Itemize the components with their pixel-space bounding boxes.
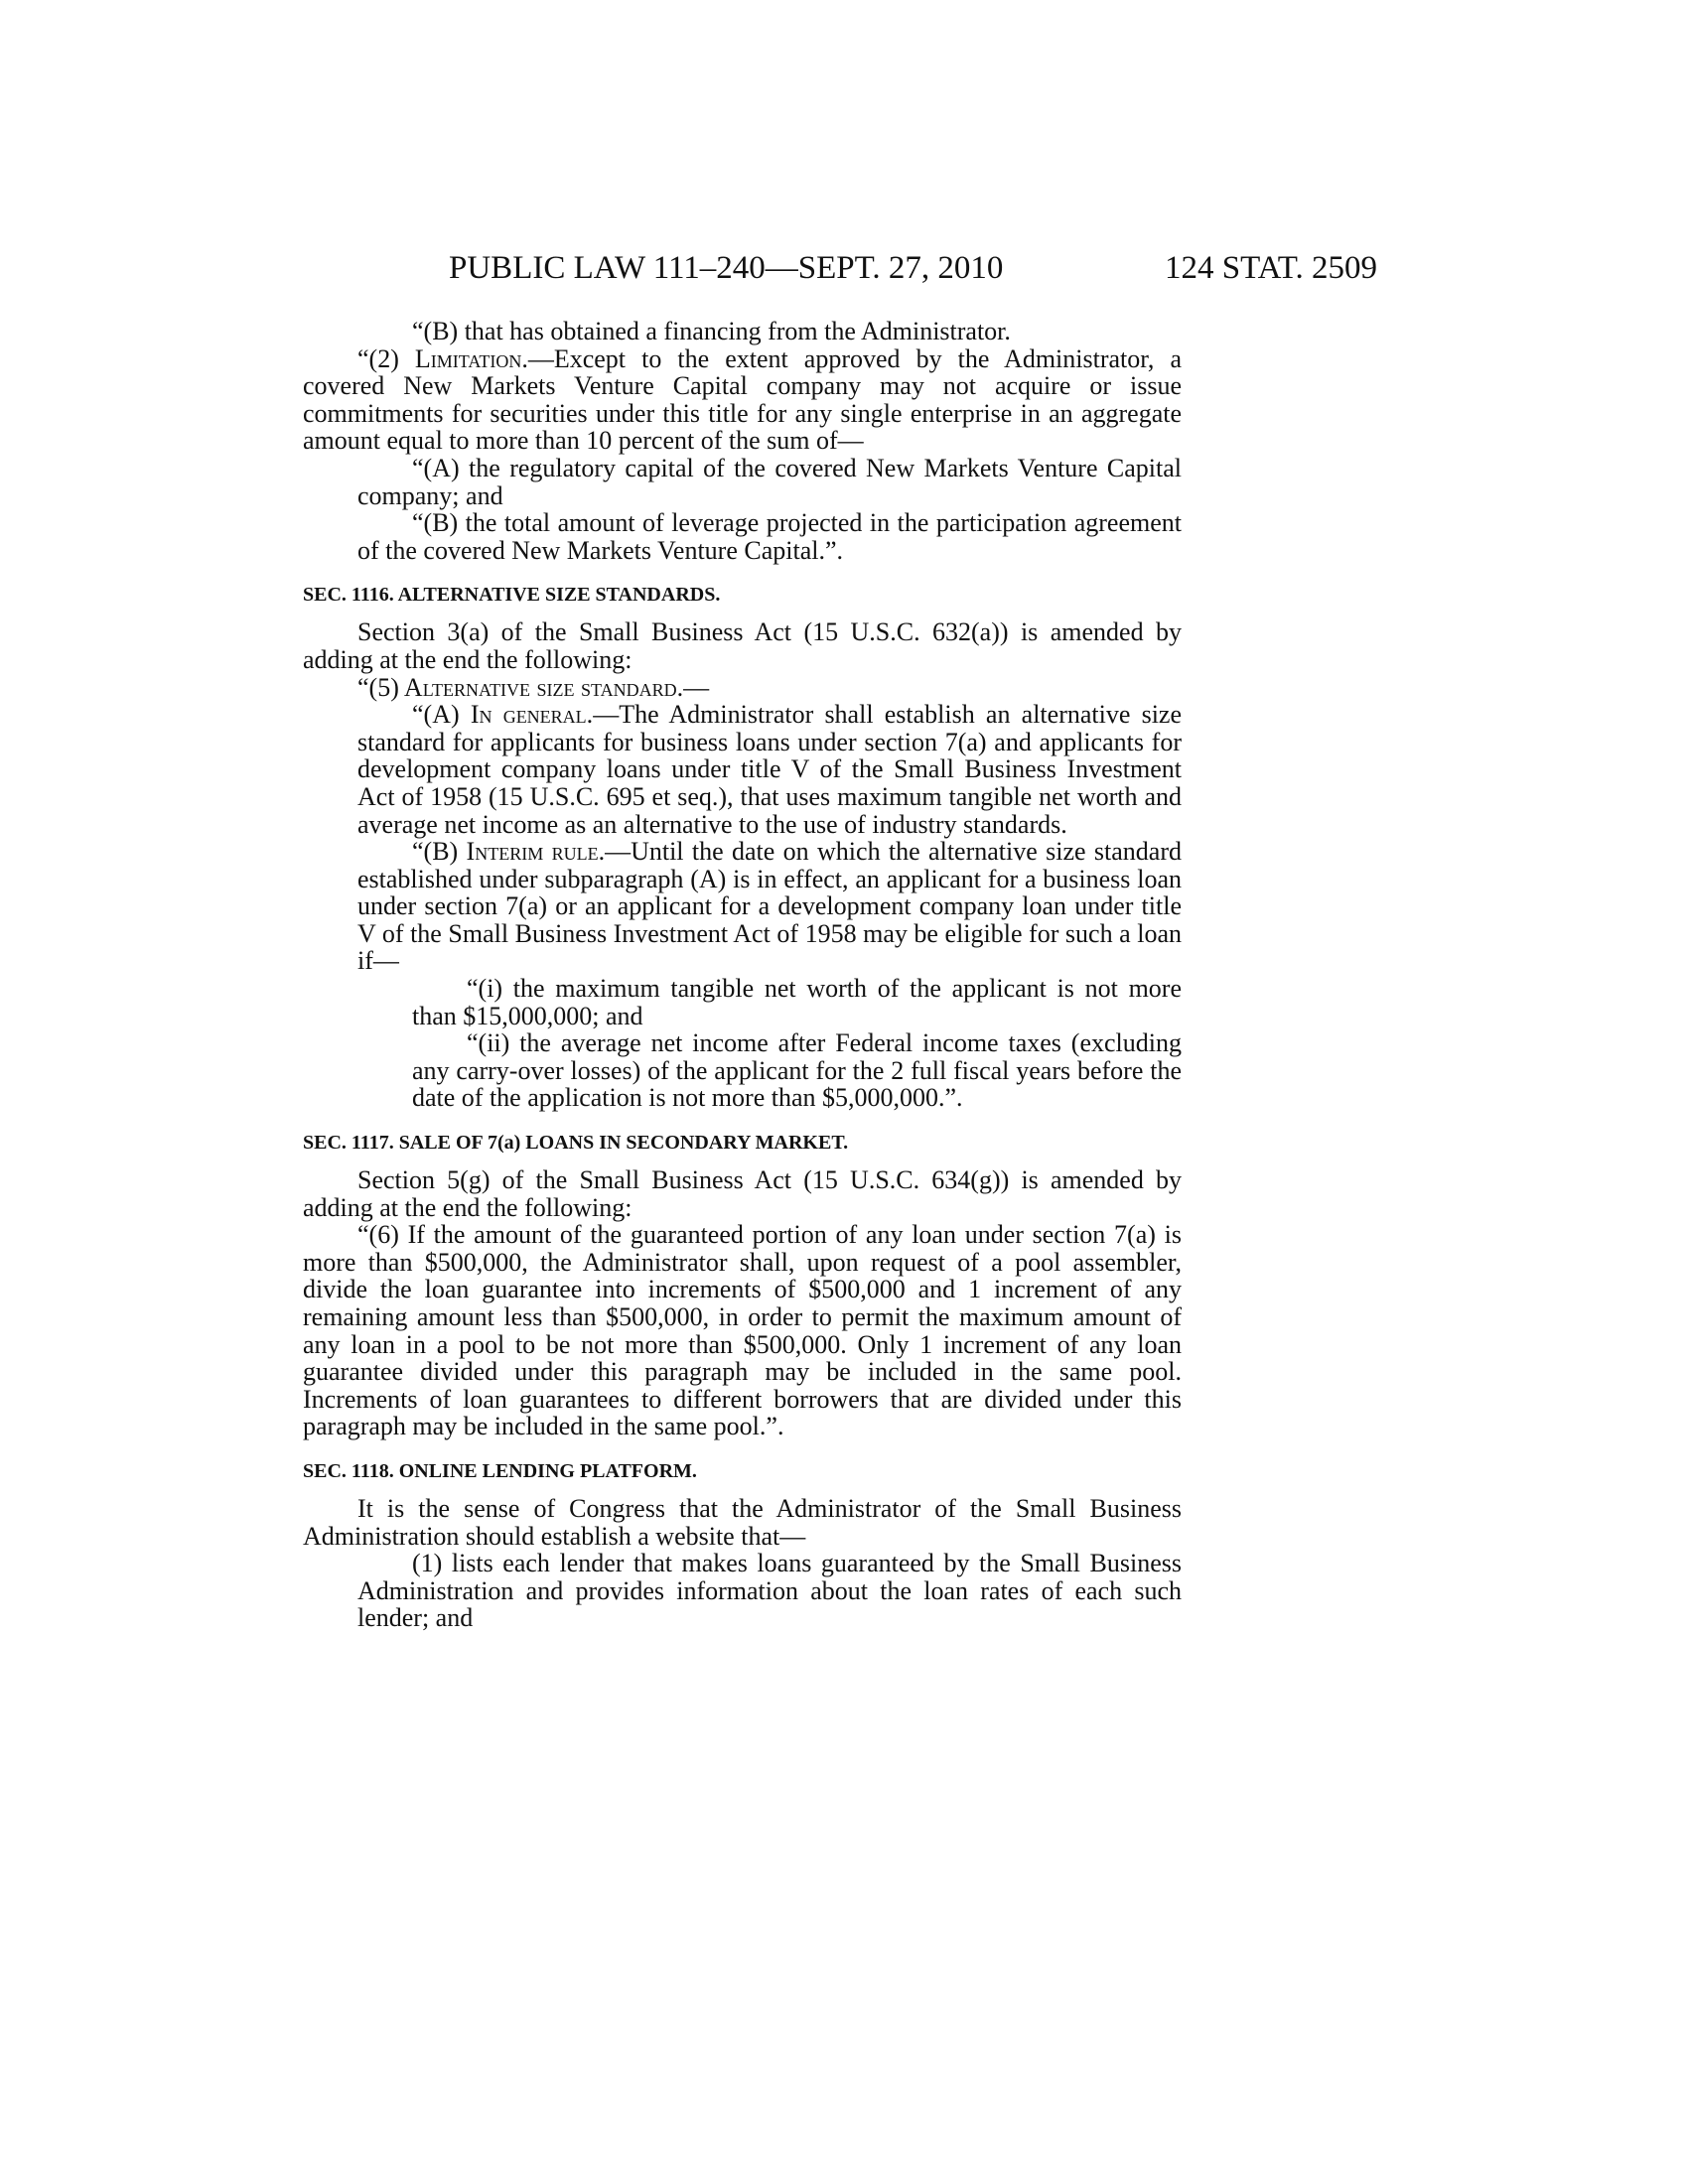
in-general-text: —The Administrator shall establish an alternative size standard for applicants for business loans under section 7(a) and applicants for development company loans under title V of the Small Business Investment Act of 1958 (15 U.S.C. 695 et seq.), that uses maximum tangible net worth and average net income as an alternative to the use of industry standards. [357, 700, 1183, 839]
in-general-heading: “(A) In general. [412, 700, 594, 730]
paragraph-5-alternative-size-standard: “(5) Alternative size standard.— [357, 672, 710, 702]
subparagraph-a-regulatory-capital: “(A) the regulatory capital of the covered New Markets Venture Capital company; and [357, 453, 1182, 510]
section-1118-heading: SEC. 1118. ONLINE LENDING PLATFORM. [303, 1459, 697, 1482]
public-law-citation: PUBLIC LAW 111–240—SEPT. 27, 2010 [449, 250, 1004, 286]
section-1117-intro: Section 5(g) of the Small Business Act (15 U.S.C. 634(g)) is amended by adding at the end the following: [303, 1165, 1182, 1222]
statute-page-number: 124 STAT. 2509 [1164, 250, 1377, 286]
page-header [449, 248, 1377, 288]
paragraph-6-loan-guarantee-increments: “(6) If the amount of the guaranteed portion of any loan under section 7(a) is more than $500,000, the Administrator shall, upon request of a pool assembler, divide the loan guarantee into increments of $500,000 and 1 increment of any remaining amount less than $500,000, in order to permit the maximum amount of any loan in a pool to be not more than $500,000. Only 1 increment of any loan guarantee divided under this paragraph may be included in the same pool. Increments of loan guarantees to different borrowers that are divided under this paragraph may be included in the same pool.”. [303, 1220, 1182, 1441]
document-body [303, 318, 1182, 1632]
subparagraph-a-in-general [303, 701, 1182, 838]
limitation-text: —Except to the extent approved by the Administrator, a covered New Markets Venture Capital company may not acquire or issue commitments for securities under this title for any single enterprise in an aggregate amount equal to more than 10 percent of the sum of— [303, 343, 1182, 456]
paragraph-b-financing: “(B) that has obtained a financing from the Administrator. [412, 317, 1011, 345]
section-1116-intro: Section 3(a) of the Small Business Act (15 U.S.C. 632(a)) is amended by adding at the end the following: [303, 617, 1182, 674]
subparagraph-b-interim-rule [303, 838, 1182, 975]
section-1118-intro: It is the sense of Congress that the Administrator of the Small Business Administration should establish a website that— [303, 1493, 1182, 1551]
limitation-heading: “(2) Limitation. [357, 343, 528, 373]
interim-rule-text: —Until the date on which the alternative size standard established under subparagraph (A) is in effect, an applicant for a business loan under section 7(a) or an applicant for a development company loan under title V of the Small Business Investment Act of 1958 may be eligible for such a loan if— [357, 837, 1182, 976]
paragraph-2-limitation [303, 345, 1182, 455]
section-1116-heading: SEC. 1116. ALTERNATIVE SIZE STANDARDS. [303, 584, 721, 607]
subparagraph-b-leverage: “(B) the total amount of leverage projected in the participation agreement of the covered New Markets Venture Capital.”. [357, 508, 1182, 565]
clause-i-tangible-net-worth: “(i) the maximum tangible net worth of the applicant is not more than $15,000,000; and [412, 974, 1182, 1030]
clause-ii-average-net-income: “(ii) the average net income after Federal income taxes (excluding any carry-over losses) of the applicant for the 2 full fiscal years before the date of the application is not more than $5,000,000.”. [412, 1028, 1182, 1113]
section-1117-heading: SEC. 1117. SALE OF 7(a) LOANS IN SECONDARY MARKET. [303, 1132, 849, 1155]
paragraph-1-lender-list: (1) lists each lender that makes loans guaranteed by the Small Business Administration and provides information about the loan rates of each such lender; and [357, 1549, 1182, 1633]
interim-rule-heading: “(B) Interim rule. [412, 837, 606, 867]
